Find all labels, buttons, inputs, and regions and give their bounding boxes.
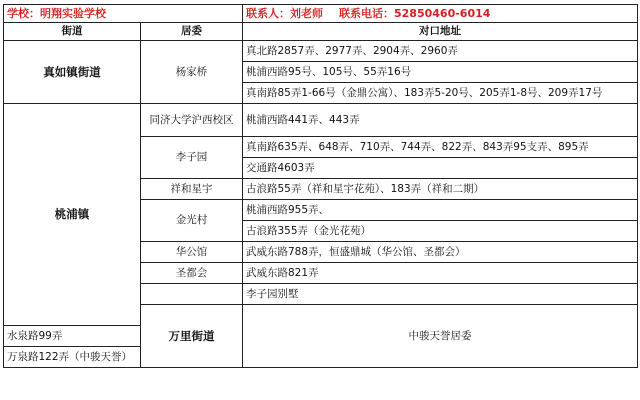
street-cell: 真如镇街道 <box>4 41 141 104</box>
address-cell: 万泉路122弄（中骏天誉） <box>4 347 141 368</box>
column-header-street: 街道 <box>4 23 141 41</box>
school-district-table <box>3 4 638 368</box>
contact-phone: 联系电话：52850460-6014 <box>339 7 491 20</box>
street-cell: 万里街道 <box>141 305 243 368</box>
table-row <box>4 41 638 62</box>
school-district-table-container <box>3 4 637 368</box>
contact-info <box>243 5 638 23</box>
address-cell: 李子园别墅 <box>243 284 638 305</box>
address-cell: 武威东路821弄 <box>243 263 638 284</box>
committee-cell: 中骏天誉居委 <box>243 305 638 368</box>
committee-cell: 金光村 <box>141 200 243 242</box>
column-header-committee: 居委 <box>141 23 243 41</box>
school-name: 学校：明翔实验学校 <box>4 5 243 23</box>
address-cell: 真南路85弄1-66号（金鼎公寓）、183弄5-20号、205弄1-8号、209弄17号 <box>243 83 638 104</box>
committee-cell: 杨家桥 <box>141 41 243 104</box>
address-cell: 真南路635弄、648弄、710弄、744弄、822弄、843弄95支弄、895弄 <box>243 137 638 158</box>
header-row <box>4 5 638 23</box>
street-cell: 桃浦镇 <box>4 104 141 326</box>
address-cell: 桃浦西路441弄、443弄 <box>243 104 638 137</box>
address-cell: 交通路4603弄 <box>243 158 638 179</box>
committee-cell: 华公馆 <box>141 242 243 263</box>
address-cell: 真北路2857弄、2977弄、2904弄、2960弄 <box>243 41 638 62</box>
contact-person: 联系人：刘老师 <box>246 7 323 20</box>
committee-cell: 圣都会 <box>141 263 243 284</box>
committee-cell: 祥和星宇 <box>141 179 243 200</box>
address-cell: 武威东路788弄，恒盛鼎城（华公馆、圣都会） <box>243 242 638 263</box>
address-cell: 古浪路55弄（祥和星宇花苑）、183弄（祥和二期） <box>243 179 638 200</box>
address-cell: 桃浦西路95号、105号、55弄16号 <box>243 62 638 83</box>
column-header-row <box>4 23 638 41</box>
address-cell: 桃浦西路955弄、 <box>243 200 638 221</box>
committee-cell: 李子园 <box>141 137 243 179</box>
column-header-address: 对口地址 <box>243 23 638 41</box>
address-cell: 水泉路99弄 <box>4 326 141 347</box>
table-row <box>4 104 638 137</box>
committee-cell: 同济大学沪西校区 <box>141 104 243 137</box>
address-cell: 古浪路355弄（金光花苑） <box>243 221 638 242</box>
committee-cell-empty <box>141 284 243 305</box>
